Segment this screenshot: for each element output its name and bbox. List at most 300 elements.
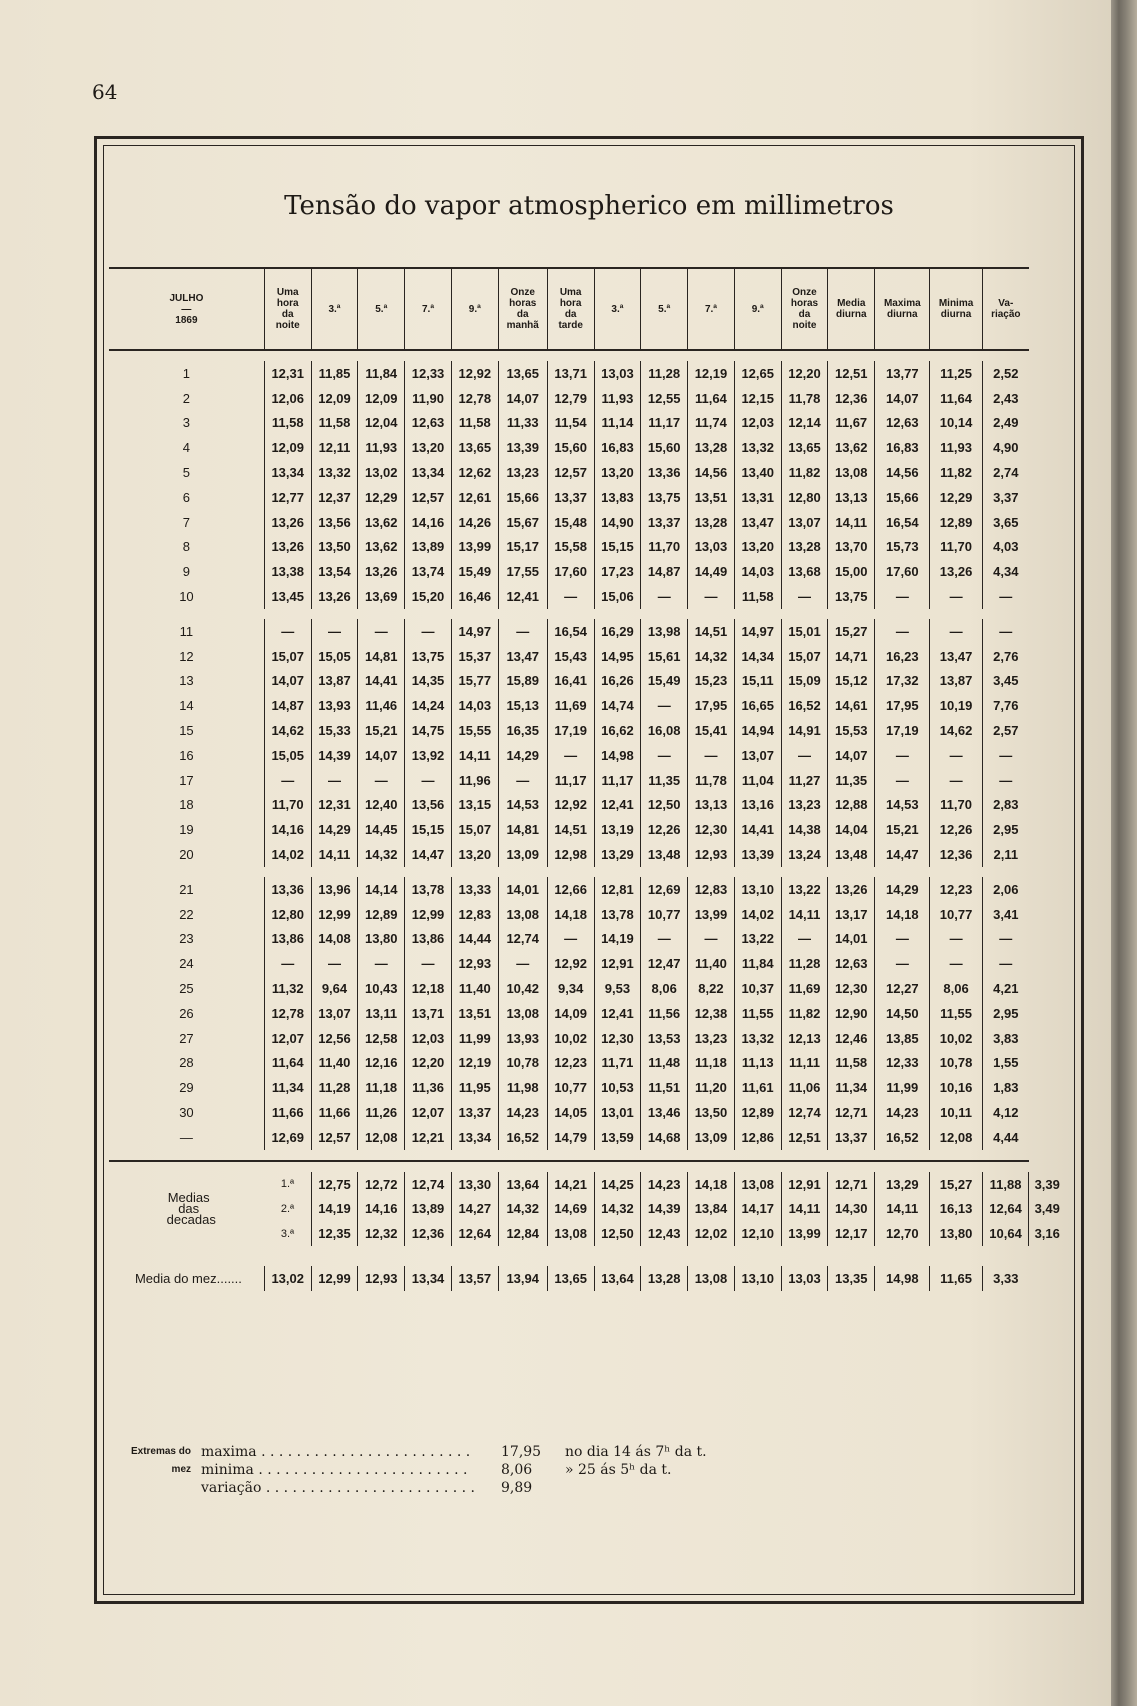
table-row (109, 386, 1065, 411)
value-cell: 14,18 (875, 902, 930, 927)
value-cell: 14,05 (547, 1100, 594, 1125)
value-cell: 13,46 (641, 1100, 688, 1125)
value-cell: 13,09 (688, 1125, 735, 1150)
value-cell: 11,84 (358, 361, 405, 386)
day-cell: 24 (179, 956, 194, 972)
value-cell: 11,85 (311, 361, 358, 386)
value-cell: — (875, 584, 930, 609)
value-cell: 12,78 (451, 386, 498, 411)
value-cell: 13,69 (358, 584, 405, 609)
day-cell: 6 (182, 489, 191, 505)
value-cell: 14,30 (828, 1197, 875, 1222)
value-cell: 11,28 (311, 1075, 358, 1100)
value-cell: 13,29 (875, 1172, 930, 1197)
value-cell: 12,20 (781, 361, 828, 386)
value-cell: 13,24 (781, 842, 828, 867)
value-cell: 11,58 (311, 411, 358, 436)
value-cell: — (405, 768, 452, 793)
value-cell: 12,33 (875, 1051, 930, 1076)
value-cell: 13,08 (734, 1172, 781, 1197)
value-cell: 12,46 (828, 1026, 875, 1051)
day-cell: 2 (182, 390, 191, 406)
value-cell: 14,74 (594, 693, 641, 718)
value-cell: 12,89 (358, 902, 405, 927)
table-row (109, 559, 1065, 584)
value-cell: 14,53 (498, 793, 547, 818)
value-cell: — (982, 584, 1029, 609)
value-cell: 13,34 (451, 1125, 498, 1150)
value-cell: — (358, 951, 405, 976)
value-cell: 2,06 (982, 877, 1029, 902)
value-cell: 12,99 (405, 902, 452, 927)
extreme-name: maxima . . . . . . . . . . . . . . . . . . . . . . . . (201, 1444, 471, 1460)
value-cell: 16,52 (498, 1125, 547, 1150)
value-cell: 11,58 (451, 411, 498, 436)
value-cell: 16,41 (547, 669, 594, 694)
day-cell: 5 (182, 465, 191, 481)
value-cell: 14,01 (828, 927, 875, 952)
value-cell: 13,85 (875, 1026, 930, 1051)
value-cell: 4,21 (982, 976, 1029, 1001)
column-header: 5.ª (641, 268, 688, 350)
value-cell: 12,19 (688, 361, 735, 386)
gap-cell (109, 609, 1029, 619)
value-cell: 12,62 (451, 460, 498, 485)
value-cell: 14,95 (594, 644, 641, 669)
value-cell: 13,87 (930, 669, 982, 694)
day-cell: 17 (179, 772, 194, 788)
value-cell: 14,02 (264, 842, 311, 867)
value-cell: 10,77 (641, 902, 688, 927)
value-cell: — (875, 927, 930, 952)
value-cell: 11,64 (688, 386, 735, 411)
value-cell: 14,25 (594, 1172, 641, 1197)
value-cell: 3,49 (1029, 1197, 1065, 1222)
value-cell: 12,02 (688, 1221, 735, 1246)
value-cell: 11,17 (547, 768, 594, 793)
value-cell: 13,03 (688, 535, 735, 560)
value-cell: 13,26 (264, 535, 311, 560)
value-cell: 15,41 (688, 718, 735, 743)
value-cell: 11,13 (734, 1051, 781, 1076)
column-header: Media diurna (828, 268, 875, 350)
value-cell: 13,10 (734, 1266, 781, 1291)
value-cell: 13,20 (734, 535, 781, 560)
value-cell: 11,55 (930, 1001, 982, 1026)
value-cell: 16,08 (641, 718, 688, 743)
value-cell: 3,65 (982, 510, 1029, 535)
value-cell: 12,91 (594, 951, 641, 976)
value-cell: — (358, 619, 405, 644)
value-cell: 2,95 (982, 817, 1029, 842)
value-cell: 14,38 (781, 817, 828, 842)
value-cell: 11,35 (641, 768, 688, 793)
value-cell: 10,42 (498, 976, 547, 1001)
value-cell: 11,74 (688, 411, 735, 436)
value-cell: 12,63 (828, 951, 875, 976)
value-cell: 13,48 (828, 842, 875, 867)
table-row (109, 1026, 1065, 1051)
value-cell: 15,06 (594, 584, 641, 609)
day-cell: 18 (179, 797, 194, 813)
value-cell: 15,17 (498, 535, 547, 560)
value-cell: 12,36 (405, 1221, 452, 1246)
value-cell: 11,67 (828, 411, 875, 436)
value-cell: 11,70 (641, 535, 688, 560)
value-cell: 10,64 (982, 1221, 1029, 1246)
value-cell: 14,24 (405, 693, 452, 718)
value-cell: 11,99 (451, 1026, 498, 1051)
value-cell: 11,82 (930, 460, 982, 485)
value-cell: 12,57 (311, 1125, 358, 1150)
value-cell: 13,19 (594, 817, 641, 842)
table-row (109, 584, 1065, 609)
decade-mean-row (109, 1172, 1065, 1197)
extreme-note: » 25 ás 5ʰ da t. (565, 1462, 672, 1478)
value-cell: 13,03 (594, 361, 641, 386)
table-row (109, 1001, 1065, 1026)
value-cell: 13,51 (688, 485, 735, 510)
value-cell: 11,70 (930, 793, 982, 818)
value-cell: 14,97 (451, 619, 498, 644)
value-cell: — (781, 743, 828, 768)
value-cell: 12,31 (311, 793, 358, 818)
value-cell: 15,33 (311, 718, 358, 743)
value-cell: 14,11 (311, 842, 358, 867)
value-cell: 11,58 (264, 411, 311, 436)
value-cell: 10,77 (547, 1075, 594, 1100)
value-cell: 15,60 (547, 435, 594, 460)
day-cell: 16 (179, 747, 194, 763)
value-cell: 2,49 (982, 411, 1029, 436)
value-cell: 14,69 (547, 1197, 594, 1222)
value-cell: 12,30 (828, 976, 875, 1001)
value-cell: 12,30 (594, 1026, 641, 1051)
value-cell: — (930, 584, 982, 609)
value-cell: 14,49 (688, 559, 735, 584)
value-cell: 17,32 (875, 669, 930, 694)
day-cell: 14 (179, 698, 194, 714)
value-cell: 11,93 (594, 386, 641, 411)
value-cell: 13,35 (828, 1266, 875, 1291)
day-cell: 3 (182, 415, 191, 431)
value-cell: 11,46 (358, 693, 405, 718)
value-cell: 12,07 (405, 1100, 452, 1125)
extreme-row (191, 1479, 707, 1497)
value-cell: 15,49 (641, 669, 688, 694)
value-cell: — (405, 951, 452, 976)
value-cell: 11,06 (781, 1075, 828, 1100)
value-cell: 13,08 (547, 1221, 594, 1246)
value-cell: 14,56 (875, 460, 930, 485)
value-cell: 14,53 (875, 793, 930, 818)
day-cell: 15 (179, 723, 194, 739)
value-cell: 13,33 (451, 877, 498, 902)
value-cell: 10,53 (594, 1075, 641, 1100)
value-cell: 17,19 (875, 718, 930, 743)
value-cell: 9,34 (547, 976, 594, 1001)
value-cell: 17,19 (547, 718, 594, 743)
value-cell: 14,61 (828, 693, 875, 718)
value-cell: 13,08 (828, 460, 875, 485)
value-cell: 10,16 (930, 1075, 982, 1100)
value-cell: 14,87 (264, 693, 311, 718)
value-cell: 14,81 (358, 644, 405, 669)
value-cell: 14,35 (405, 669, 452, 694)
table-row (109, 951, 1065, 976)
extreme-name: variação . . . . . . . . . . . . . . . . . . . . . . . . (201, 1480, 475, 1496)
extremes-block (129, 1443, 707, 1497)
column-header: Maxima diurna (875, 268, 930, 350)
extreme-value: 9,89 (501, 1480, 533, 1496)
table-row (109, 743, 1065, 768)
value-cell: 11,95 (451, 1075, 498, 1100)
page-title: Tensão do vapor atmospherico em millimetros (284, 191, 894, 221)
value-cell: 16,26 (594, 669, 641, 694)
value-cell: 12,41 (498, 584, 547, 609)
value-cell: 13,17 (828, 902, 875, 927)
value-cell: 11,04 (734, 768, 781, 793)
extremes-label: Extremas do mez (130, 1446, 191, 1475)
value-cell: 15,61 (641, 644, 688, 669)
value-cell: 17,95 (688, 693, 735, 718)
value-cell: 2,76 (982, 644, 1029, 669)
value-cell: 12,03 (734, 411, 781, 436)
value-cell: 13,07 (311, 1001, 358, 1026)
value-cell: 13,78 (594, 902, 641, 927)
value-cell: 15,66 (498, 485, 547, 510)
value-cell: 12,06 (264, 386, 311, 411)
value-cell: 16,52 (875, 1125, 930, 1150)
day-cell: 20 (179, 847, 194, 863)
group-gap (109, 867, 1065, 877)
value-cell: 14,11 (781, 902, 828, 927)
column-header: 9.ª (451, 268, 498, 350)
value-cell: 14,98 (594, 743, 641, 768)
extreme-value: 17,95 (501, 1444, 542, 1460)
value-cell: 11,28 (781, 951, 828, 976)
value-cell: 13,08 (688, 1266, 735, 1291)
table-row (109, 877, 1065, 902)
value-cell: 14,68 (641, 1125, 688, 1150)
value-cell: 1,55 (982, 1051, 1029, 1076)
value-cell: 12,33 (405, 361, 452, 386)
column-header: 7.ª (405, 268, 452, 350)
value-cell: — (982, 743, 1029, 768)
month-extremes (129, 1443, 707, 1497)
value-cell: 14,75 (405, 718, 452, 743)
day-cell: — (179, 1129, 193, 1145)
value-cell: 11,51 (641, 1075, 688, 1100)
value-cell: 10,77 (930, 902, 982, 927)
value-cell: 14,90 (594, 510, 641, 535)
value-cell: 11,11 (781, 1051, 828, 1076)
value-cell: 16,65 (734, 693, 781, 718)
value-cell: 13,26 (930, 559, 982, 584)
decade-index: 3.ª (280, 1227, 295, 1240)
value-cell: 13,36 (264, 877, 311, 902)
value-cell: 11,14 (594, 411, 641, 436)
value-cell: 16,46 (451, 584, 498, 609)
value-cell: 13,65 (781, 435, 828, 460)
value-cell: 12,57 (547, 460, 594, 485)
value-cell: — (641, 693, 688, 718)
value-cell: 14,41 (734, 817, 781, 842)
value-cell: 10,78 (930, 1051, 982, 1076)
value-cell: — (264, 768, 311, 793)
value-cell: — (641, 927, 688, 952)
value-cell: 14,62 (264, 718, 311, 743)
value-cell: 13,20 (405, 435, 452, 460)
value-cell: 13,36 (641, 460, 688, 485)
value-cell: — (547, 927, 594, 952)
value-cell: 11,34 (828, 1075, 875, 1100)
value-cell: 10,11 (930, 1100, 982, 1125)
value-cell: 13,71 (405, 1001, 452, 1026)
value-cell: 13,20 (594, 460, 641, 485)
value-cell: 15,37 (451, 644, 498, 669)
value-cell: 14,16 (358, 1197, 405, 1222)
extreme-row (191, 1443, 707, 1461)
value-cell: 13,80 (358, 927, 405, 952)
day-cell: 4 (182, 440, 191, 456)
value-cell: 3,45 (982, 669, 1029, 694)
value-cell: — (930, 743, 982, 768)
value-cell: 2,95 (982, 1001, 1029, 1026)
value-cell: 14,98 (875, 1266, 930, 1291)
value-cell: — (641, 584, 688, 609)
value-cell: 13,84 (688, 1197, 735, 1222)
value-cell: 12,50 (594, 1221, 641, 1246)
column-header: JULHO — 1869 (109, 268, 264, 350)
value-cell: 16,54 (875, 510, 930, 535)
value-cell: 14,19 (594, 927, 641, 952)
value-cell: 14,19 (311, 1197, 358, 1222)
value-cell: 13,87 (311, 669, 358, 694)
value-cell: 11,98 (498, 1075, 547, 1100)
day-cell: 19 (179, 822, 194, 838)
value-cell: 12,23 (930, 877, 982, 902)
value-cell: 12,09 (358, 386, 405, 411)
value-cell: 12,09 (311, 386, 358, 411)
value-cell: 13,07 (734, 743, 781, 768)
value-cell: 12,47 (641, 951, 688, 976)
value-cell: 4,12 (982, 1100, 1029, 1125)
day-cell: 23 (179, 931, 194, 947)
value-cell: 13,16 (734, 793, 781, 818)
value-cell: 13,03 (781, 1266, 828, 1291)
value-cell: 14,17 (734, 1197, 781, 1222)
value-cell: 14,51 (547, 817, 594, 842)
value-cell: 11,70 (264, 793, 311, 818)
value-cell: 12,80 (264, 902, 311, 927)
value-cell: 11,90 (405, 386, 452, 411)
day-cell: 13 (179, 673, 194, 689)
value-cell: 15,49 (451, 559, 498, 584)
value-cell: — (875, 619, 930, 644)
value-cell: 13,74 (405, 559, 452, 584)
value-cell: 11,40 (451, 976, 498, 1001)
extreme-row (191, 1461, 707, 1479)
value-cell: 2,74 (982, 460, 1029, 485)
group-gap (109, 1162, 1065, 1172)
value-cell: — (547, 584, 594, 609)
value-cell: 12,63 (405, 411, 452, 436)
value-cell: 12,38 (688, 1001, 735, 1026)
table-frame (94, 136, 1084, 1604)
value-cell: 13,65 (547, 1266, 594, 1291)
value-cell: 11,69 (781, 976, 828, 1001)
value-cell: 4,34 (982, 559, 1029, 584)
value-cell: 13,70 (828, 535, 875, 560)
column-header: 9.ª (734, 268, 781, 350)
value-cell: 12,21 (405, 1125, 452, 1150)
column-header: Minima diurna (930, 268, 982, 350)
value-cell: 13,23 (688, 1026, 735, 1051)
value-cell: 13,99 (781, 1221, 828, 1246)
value-cell: 13,53 (641, 1026, 688, 1051)
value-cell: 13,59 (594, 1125, 641, 1150)
value-cell: — (498, 619, 547, 644)
value-cell: 14,23 (875, 1100, 930, 1125)
value-cell: 15,60 (641, 435, 688, 460)
value-cell: 15,15 (594, 535, 641, 560)
value-cell: 11,82 (781, 460, 828, 485)
value-cell: 11,17 (641, 411, 688, 436)
value-cell: — (930, 768, 982, 793)
value-cell: 14,71 (828, 644, 875, 669)
value-cell: 12,99 (311, 902, 358, 927)
table-row (109, 644, 1065, 669)
value-cell: 15,21 (875, 817, 930, 842)
value-cell: 14,56 (688, 460, 735, 485)
column-header: Onze horas da noite (781, 268, 828, 350)
value-cell: 15,15 (405, 817, 452, 842)
value-cell: 14,07 (358, 743, 405, 768)
value-cell: 13,02 (264, 1266, 311, 1291)
value-cell: 12,51 (828, 361, 875, 386)
month-mean-row (109, 1266, 1065, 1291)
value-cell: 9,53 (594, 976, 641, 1001)
value-cell: 12,69 (641, 877, 688, 902)
value-cell: 12,40 (358, 793, 405, 818)
value-cell: 14,23 (641, 1172, 688, 1197)
value-cell: 3,37 (982, 485, 1029, 510)
value-cell: 12,78 (264, 1001, 311, 1026)
day-cell: 12 (179, 648, 194, 664)
value-cell: 15,53 (828, 718, 875, 743)
day-cell: 8 (182, 539, 191, 555)
value-cell: 11,96 (451, 768, 498, 793)
value-cell: 13,26 (311, 584, 358, 609)
value-cell: 12,90 (828, 1001, 875, 1026)
value-cell: 7,76 (982, 693, 1029, 718)
value-cell: 13,75 (641, 485, 688, 510)
value-cell: 14,29 (875, 877, 930, 902)
book-edge (1111, 0, 1137, 1706)
value-cell: — (264, 619, 311, 644)
value-cell: 11,28 (641, 361, 688, 386)
value-cell: 12,14 (781, 411, 828, 436)
day-cell: 11 (179, 623, 194, 639)
value-cell: 12,65 (734, 361, 781, 386)
value-cell: 16,23 (875, 644, 930, 669)
value-cell: 12,17 (828, 1221, 875, 1246)
value-cell: 14,39 (311, 743, 358, 768)
value-cell: 13,15 (451, 793, 498, 818)
value-cell: 13,89 (405, 1197, 452, 1222)
value-cell: 14,07 (498, 386, 547, 411)
